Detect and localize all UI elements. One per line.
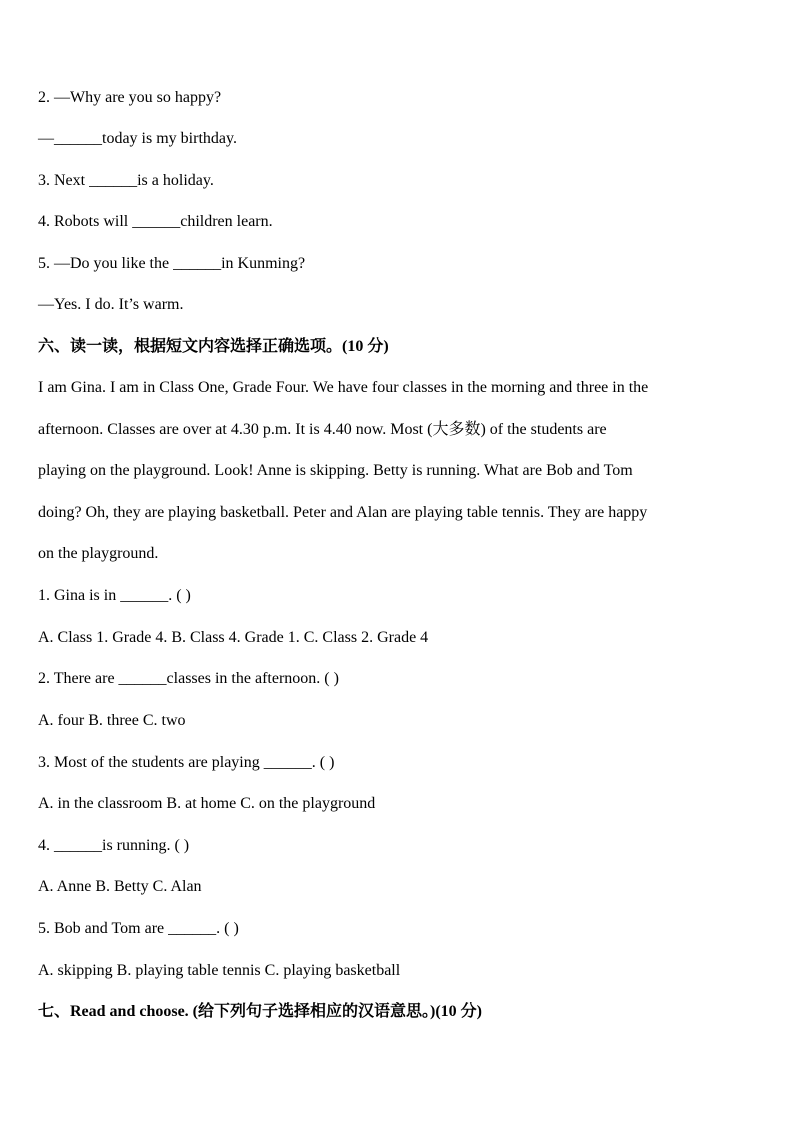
- reading-question-1: 1. Gina is in ______. ( ): [38, 587, 191, 604]
- question-2-prompt: 2. —Why are you so happy?: [38, 89, 222, 106]
- reading-question-1-options: A. Class 1. Grade 4. B. Class 4. Grade 1. C. Class 2. Grade 4: [38, 629, 429, 646]
- passage-line-2: afternoon. Classes are over at 4.30 p.m. It is 4.40 now. Most (大多数) of the students are: [38, 421, 607, 438]
- passage-line-1: I am Gina. I am in Class One, Grade Four. We have four classes in the morning and three in the: [38, 379, 649, 396]
- question-3: 3. Next ______is a holiday.: [38, 172, 214, 189]
- question-2-answer-line: —______today is my birthday.: [38, 130, 237, 147]
- section-7-heading: 七、Read and choose. (给下列句子选择相应的汉语意思。)(10 分): [38, 1003, 482, 1020]
- passage-line-4: doing? Oh, they are playing basketball. Peter and Alan are playing table tennis. They are happy: [38, 504, 648, 521]
- question-4: 4. Robots will ______children learn.: [38, 213, 273, 230]
- reading-question-5-options: A. skipping B. playing table tennis C. playing basketball: [38, 962, 401, 979]
- passage-line-5: on the playground.: [38, 545, 159, 562]
- question-5-prompt: 5. —Do you like the ______in Kunming?: [38, 255, 306, 272]
- reading-question-2-options: A. four B. three C. two: [38, 712, 186, 729]
- passage-line-3: playing on the playground. Look! Anne is skipping. Betty is running. What are Bob and Tom: [38, 462, 633, 479]
- reading-question-3-options: A. in the classroom B. at home C. on the playground: [38, 795, 376, 812]
- reading-question-2: 2. There are ______classes in the afternoon. ( ): [38, 670, 339, 687]
- reading-question-3: 3. Most of the students are playing ______. ( ): [38, 754, 335, 771]
- reading-question-4-options: A. Anne B. Betty C. Alan: [38, 878, 202, 895]
- reading-question-5: 5. Bob and Tom are ______. ( ): [38, 920, 239, 937]
- reading-question-4: 4. ______is running. ( ): [38, 837, 190, 854]
- question-5-answer-line: —Yes. I do. It’s warm.: [38, 296, 184, 313]
- section-6-heading: 六、读一读，根据短文内容选择正确选项。(10 分): [38, 338, 389, 355]
